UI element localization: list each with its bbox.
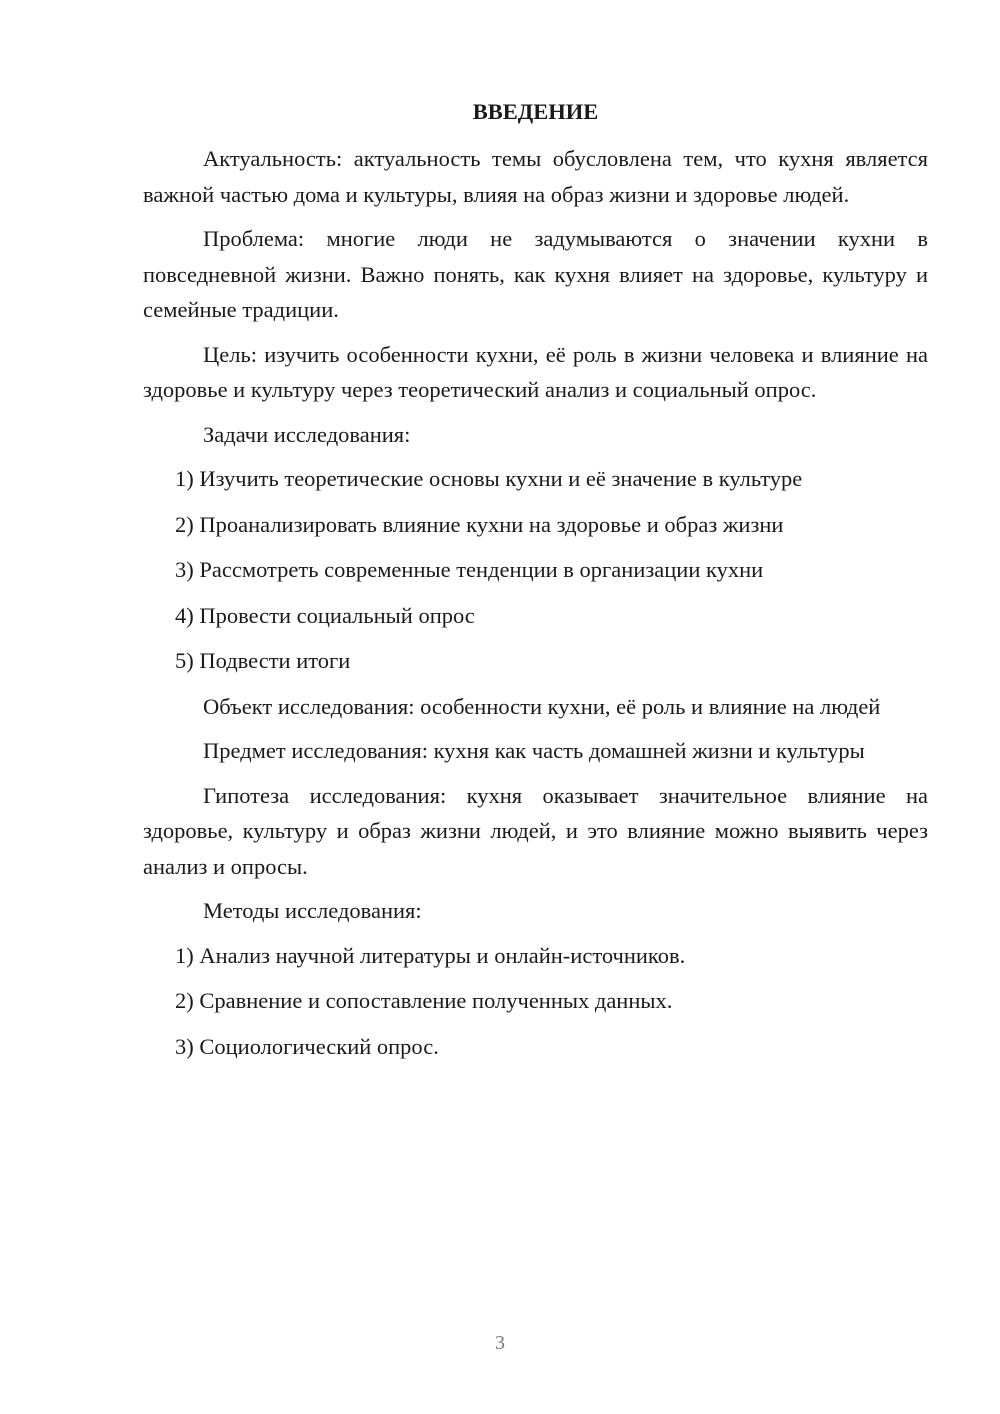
list-item: 4) Провести социальный опрос (175, 602, 475, 628)
document-page (143, 95, 928, 1074)
list-item: 3) Рассмотреть современные тенденции в организации кухни (175, 557, 764, 582)
subject-paragraph: Предмет исследования: кухня как часть домашней жизни и культуры (203, 738, 865, 763)
list-item: 1) Изучить теоретические основы кухни и её значение в культуре (175, 466, 803, 491)
section-title: ВВЕДЕНИЕ (472, 99, 599, 124)
tasks-list (143, 461, 928, 679)
list-item: 2) Сравнение и сопоставление полученных данных. (175, 988, 673, 1013)
list-item: 2) Проанализировать влияние кухни на здоровье и образ жизни (175, 511, 784, 537)
list-item: 3) Социологический опрос. (175, 1033, 439, 1059)
goal-paragraph: Цель: изучить особенности кухни, её роль в жизни человека и влияние на здоровье и культуру через теоретический анализ и социальный опрос. (143, 341, 928, 402)
methods-label: Методы исследования: (203, 898, 422, 923)
page-number: 3 (495, 1332, 505, 1354)
list-item: 5) Подвести итоги (175, 648, 351, 673)
hypothesis-paragraph: Гипотеза исследования: кухня оказывает значительное влияние на здоровье, культуру и образ жизни людей, и это влияние можно выявить через анализ и опросы. (143, 782, 928, 879)
methods-list (143, 938, 928, 1065)
relevance-paragraph: Актуальность: актуальность темы обусловлена тем, что кухня является важной частью дома и культуры, влияя на образ жизни и здоровье людей. (143, 146, 928, 207)
object-paragraph: Объект исследования: особенности кухни, её роль и влияние на людей (203, 693, 881, 719)
list-item: 1) Анализ научной литературы и онлайн-источников. (175, 942, 686, 968)
problem-paragraph: Проблема: многие люди не задумываются о значении кухни в повседневной жизни. Важно понять, как кухня влияет на здоровье, культуру и семейные традиции. (143, 226, 928, 322)
tasks-label: Задачи исследования: (203, 421, 411, 447)
